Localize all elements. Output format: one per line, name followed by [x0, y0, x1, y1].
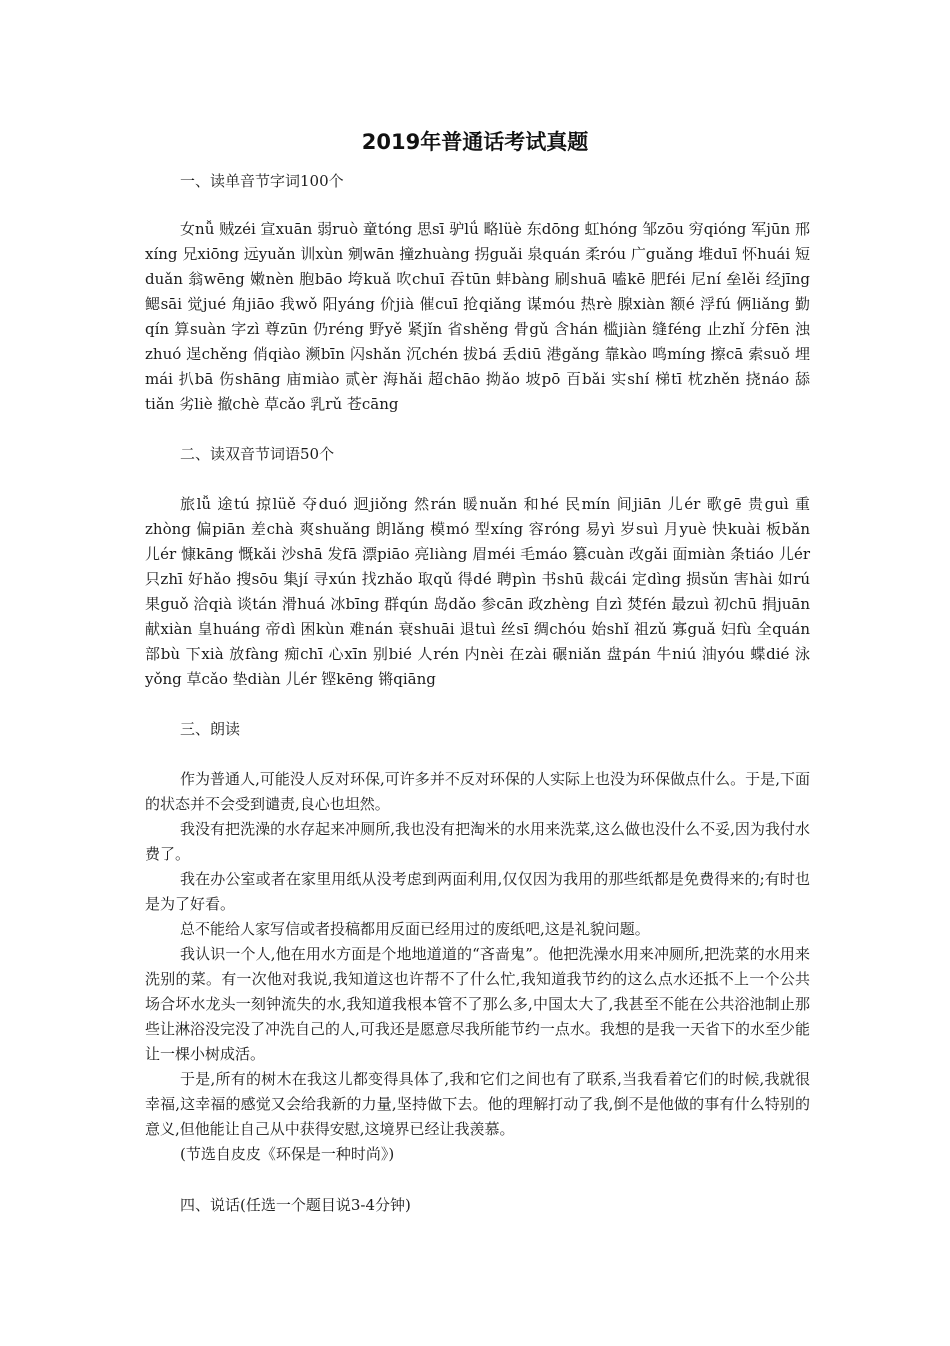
reading-paragraph: 我在办公室或者在家里用纸从没考虑到两面利用,仅仅因为我用的那些纸都是免费得来的;有时也是为了好看。: [145, 870, 810, 913]
section-heading-1: 一、读单音节字词100个: [180, 172, 344, 190]
section-heading-3: 三、朗读: [180, 720, 241, 738]
reading-passage: [145, 767, 810, 1167]
section-heading-2: 二、读双音节词语50个: [180, 445, 335, 463]
single-syllable-list: 女nǚ 贼zéi 宣xuān 弱ruò 童tóng 思sī 驴lǘ 略lüè 东dōng 虹hóng 邹zōu 穷qióng 军jūn 邢xíng 兄xiōng 远yuǎn 训xùn 剜wān 撞zhuàng 拐guǎi 泉quán 柔róu 广guǎng 堆duī 怀huái 短duǎn 翁wēng 嫩nèn 胞bāo 垮kuǎ 吹chuī 吞tūn 蚌bàng 刷shuā 嗑kē 肥féi 尼ní 垒lěi 经jīng 鳃sāi 觉jué 角jiāo 我wǒ 阳yáng 价jià 催cuī 抢qiǎng 谋móu 热rè 腺xiàn 额é 浮fú 俩liǎng 勤qín 算suàn 字zì 尊zūn 仍réng 野yě 紧jǐn 省shěng 骨gǔ 含hán 槛jiàn 缝féng 止zhǐ 分fēn 浊zhuó 逞chěng 俏qiào 濒bīn 闪shǎn 沉chén 拔bá 丢diū 港gǎng 靠kào 鸣míng 擦cā 索suǒ 埋mái 扒bā 伤shāng 庙miào 贰èr 海hǎi 超chāo 拗ǎo 坡pō 百bǎi 实shí 梯tī 枕zhěn 挠náo 舔tiǎn 劣liè 撤chè 草cǎo 乳rǔ 苍cāng: [145, 220, 810, 413]
double-syllable-list: 旅lǚ 途tú 掠lüě 夺duó 迥jiǒng 然rán 暖nuǎn 和hé 民mín 间jiān 儿ér 歌gē 贵guì 重zhòng 偏piān 差chà 爽shuǎng 朗lǎng 模mó 型xíng 容róng 易yì 岁suì 月yuè 快kuài 板bǎn 儿ér 慷kāng 慨kǎi 沙shā 发fā 漂piāo 亮liàng 眉méi 毛máo 篡cuàn 改gǎi 面miàn 条tiáo 儿ér 只zhī 好hǎo 搜sōu 集jí 寻xún 找zhǎo 取qǔ 得dé 聘pìn 书shū 裁cái 定dìng 损sǔn 害hài 如rú 果guǒ 洽qià 谈tán 滑huá 冰bīng 群qún 岛dǎo 参cān 政zhèng 自zì 焚fén 最zuì 初chū 捐juān 献xiàn 皇huáng 帝dì 困kùn 难nán 衰shuāi 退tuì 丝sī 绸chóu 始shǐ 祖zǔ 寡guǎ 妇fù 全quán 部bù 下xià 放fàng 痴chī 心xīn 别bié 人rén 内nèi 在zài 碾niǎn 盘pán 牛niú 油yóu 蝶dié 泳yǒng 草cǎo 垫diàn 儿ér 铿kēng 锵qiāng: [145, 495, 810, 688]
document-title: 2019年普通话考试真题: [361, 130, 589, 154]
reading-paragraph: 我认识一个人,他在用水方面是个地地道道的“吝啬鬼”。他把洗澡水用来冲厕所,把洗菜的水用来洗别的菜。有一次他对我说,我知道这也许帮不了什么忙,我知道我节约的这么点水还抵不上一个公共场合坏水龙头一刻钟流失的水,我知道我根本管不了那么多,中国太大了,我甚至不能在公共浴池制止那些让淋浴没完没了冲洗自己的人,可我还是愿意尽我所能节约一点水。我想的是我一天省下的水至少能让一棵小树成活。: [145, 945, 810, 1063]
section-heading-4: 四、说话(任选一个题目说3-4分钟): [180, 1196, 411, 1214]
reading-paragraph: 于是,所有的树木在我这儿都变得具体了,我和它们之间也有了联系,当我看着它们的时候,我就很幸福,这幸福的感觉又会给我新的力量,坚持做下去。他的理解打动了我,倒不是他做的事有什么特别的意义,但他能让自己从中获得安慰,这境界已经让我羡慕。: [145, 1070, 810, 1138]
reading-paragraph: 作为普通人,可能没人反对环保,可许多并不反对环保的人实际上也没为环保做点什么。于是,下面的状态并不会受到谴责,良心也坦然。: [145, 770, 810, 813]
reading-paragraph: 我没有把洗澡的水存起来冲厕所,我也没有把淘米的水用来洗菜,这么做也没什么不妥,因为我付水费了。: [145, 820, 810, 863]
reading-source: (节选自皮皮《环保是一种时尚》): [180, 1145, 395, 1163]
reading-paragraph: 总不能给人家写信或者投稿都用反面已经用过的废纸吧,这是礼貌问题。: [180, 920, 650, 938]
